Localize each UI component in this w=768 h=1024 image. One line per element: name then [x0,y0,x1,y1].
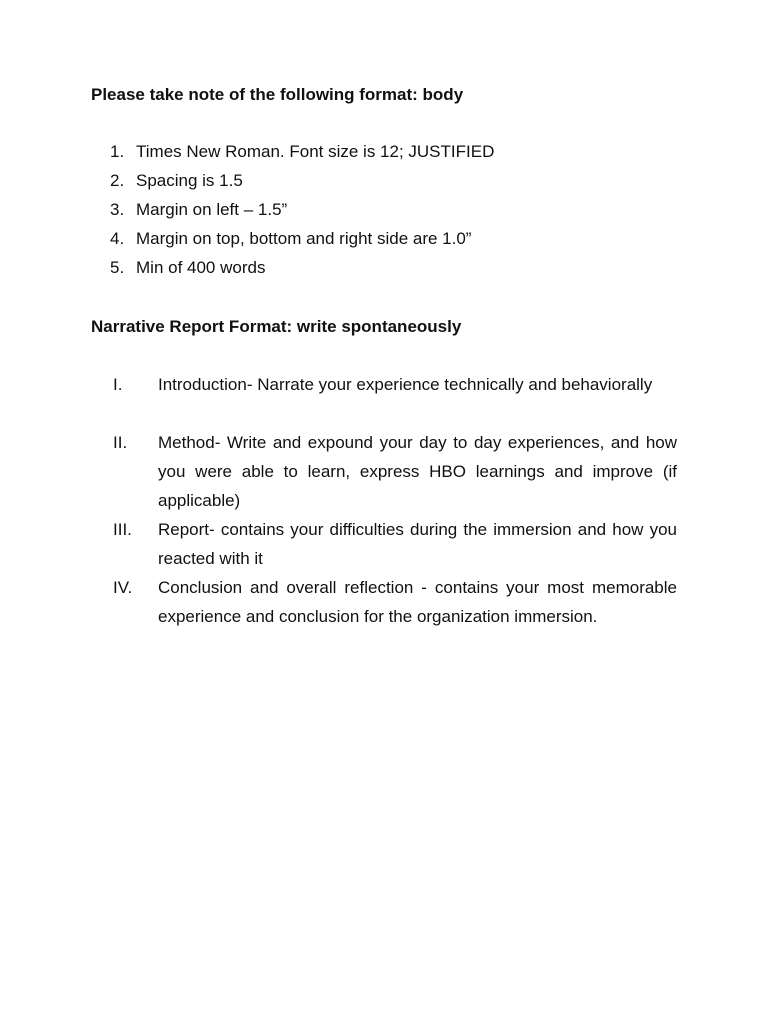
list-item-text: Times New Roman. Font size is 12; JUSTIFIED [136,142,495,161]
list-item-text: Margin on top, bottom and right side are 1.0” [136,229,472,248]
format-heading: Please take note of the following format: body [91,85,464,104]
list-number: 4. [110,229,125,248]
format-list-item [0,256,768,280]
list-number: 5. [110,258,125,277]
list-item-text: Min of 400 words [136,258,266,277]
roman-numeral: III. [113,520,132,539]
narrative-heading: Narrative Report Format: write spontaneously [91,317,462,336]
narrative-item-text: Introduction- Narrate your experience technically and behaviorally [158,375,653,394]
roman-numeral: II. [113,433,128,452]
format-list-item [0,140,768,164]
narrative-item-text: Method- Write and expound your day to day experiences, and how you were able to learn, express HBO learnings and improve (if applicable) [158,433,677,510]
format-list-item [0,227,768,251]
narrative-item-text: Conclusion and overall reflection - contains your most memorable experience and conclusion for the organization immersion. [158,578,677,626]
list-item-text: Margin on left – 1.5” [136,200,288,219]
format-list-item [0,198,768,222]
format-list-item [0,169,768,193]
list-number: 3. [110,200,125,219]
list-number: 2. [110,171,125,190]
roman-numeral: IV. [113,578,133,597]
list-item-text: Spacing is 1.5 [136,171,243,190]
list-number: 1. [110,142,125,161]
roman-numeral: I. [113,375,123,394]
narrative-item-text: Report- contains your difficulties during the immersion and how you reacted with it [158,520,677,568]
